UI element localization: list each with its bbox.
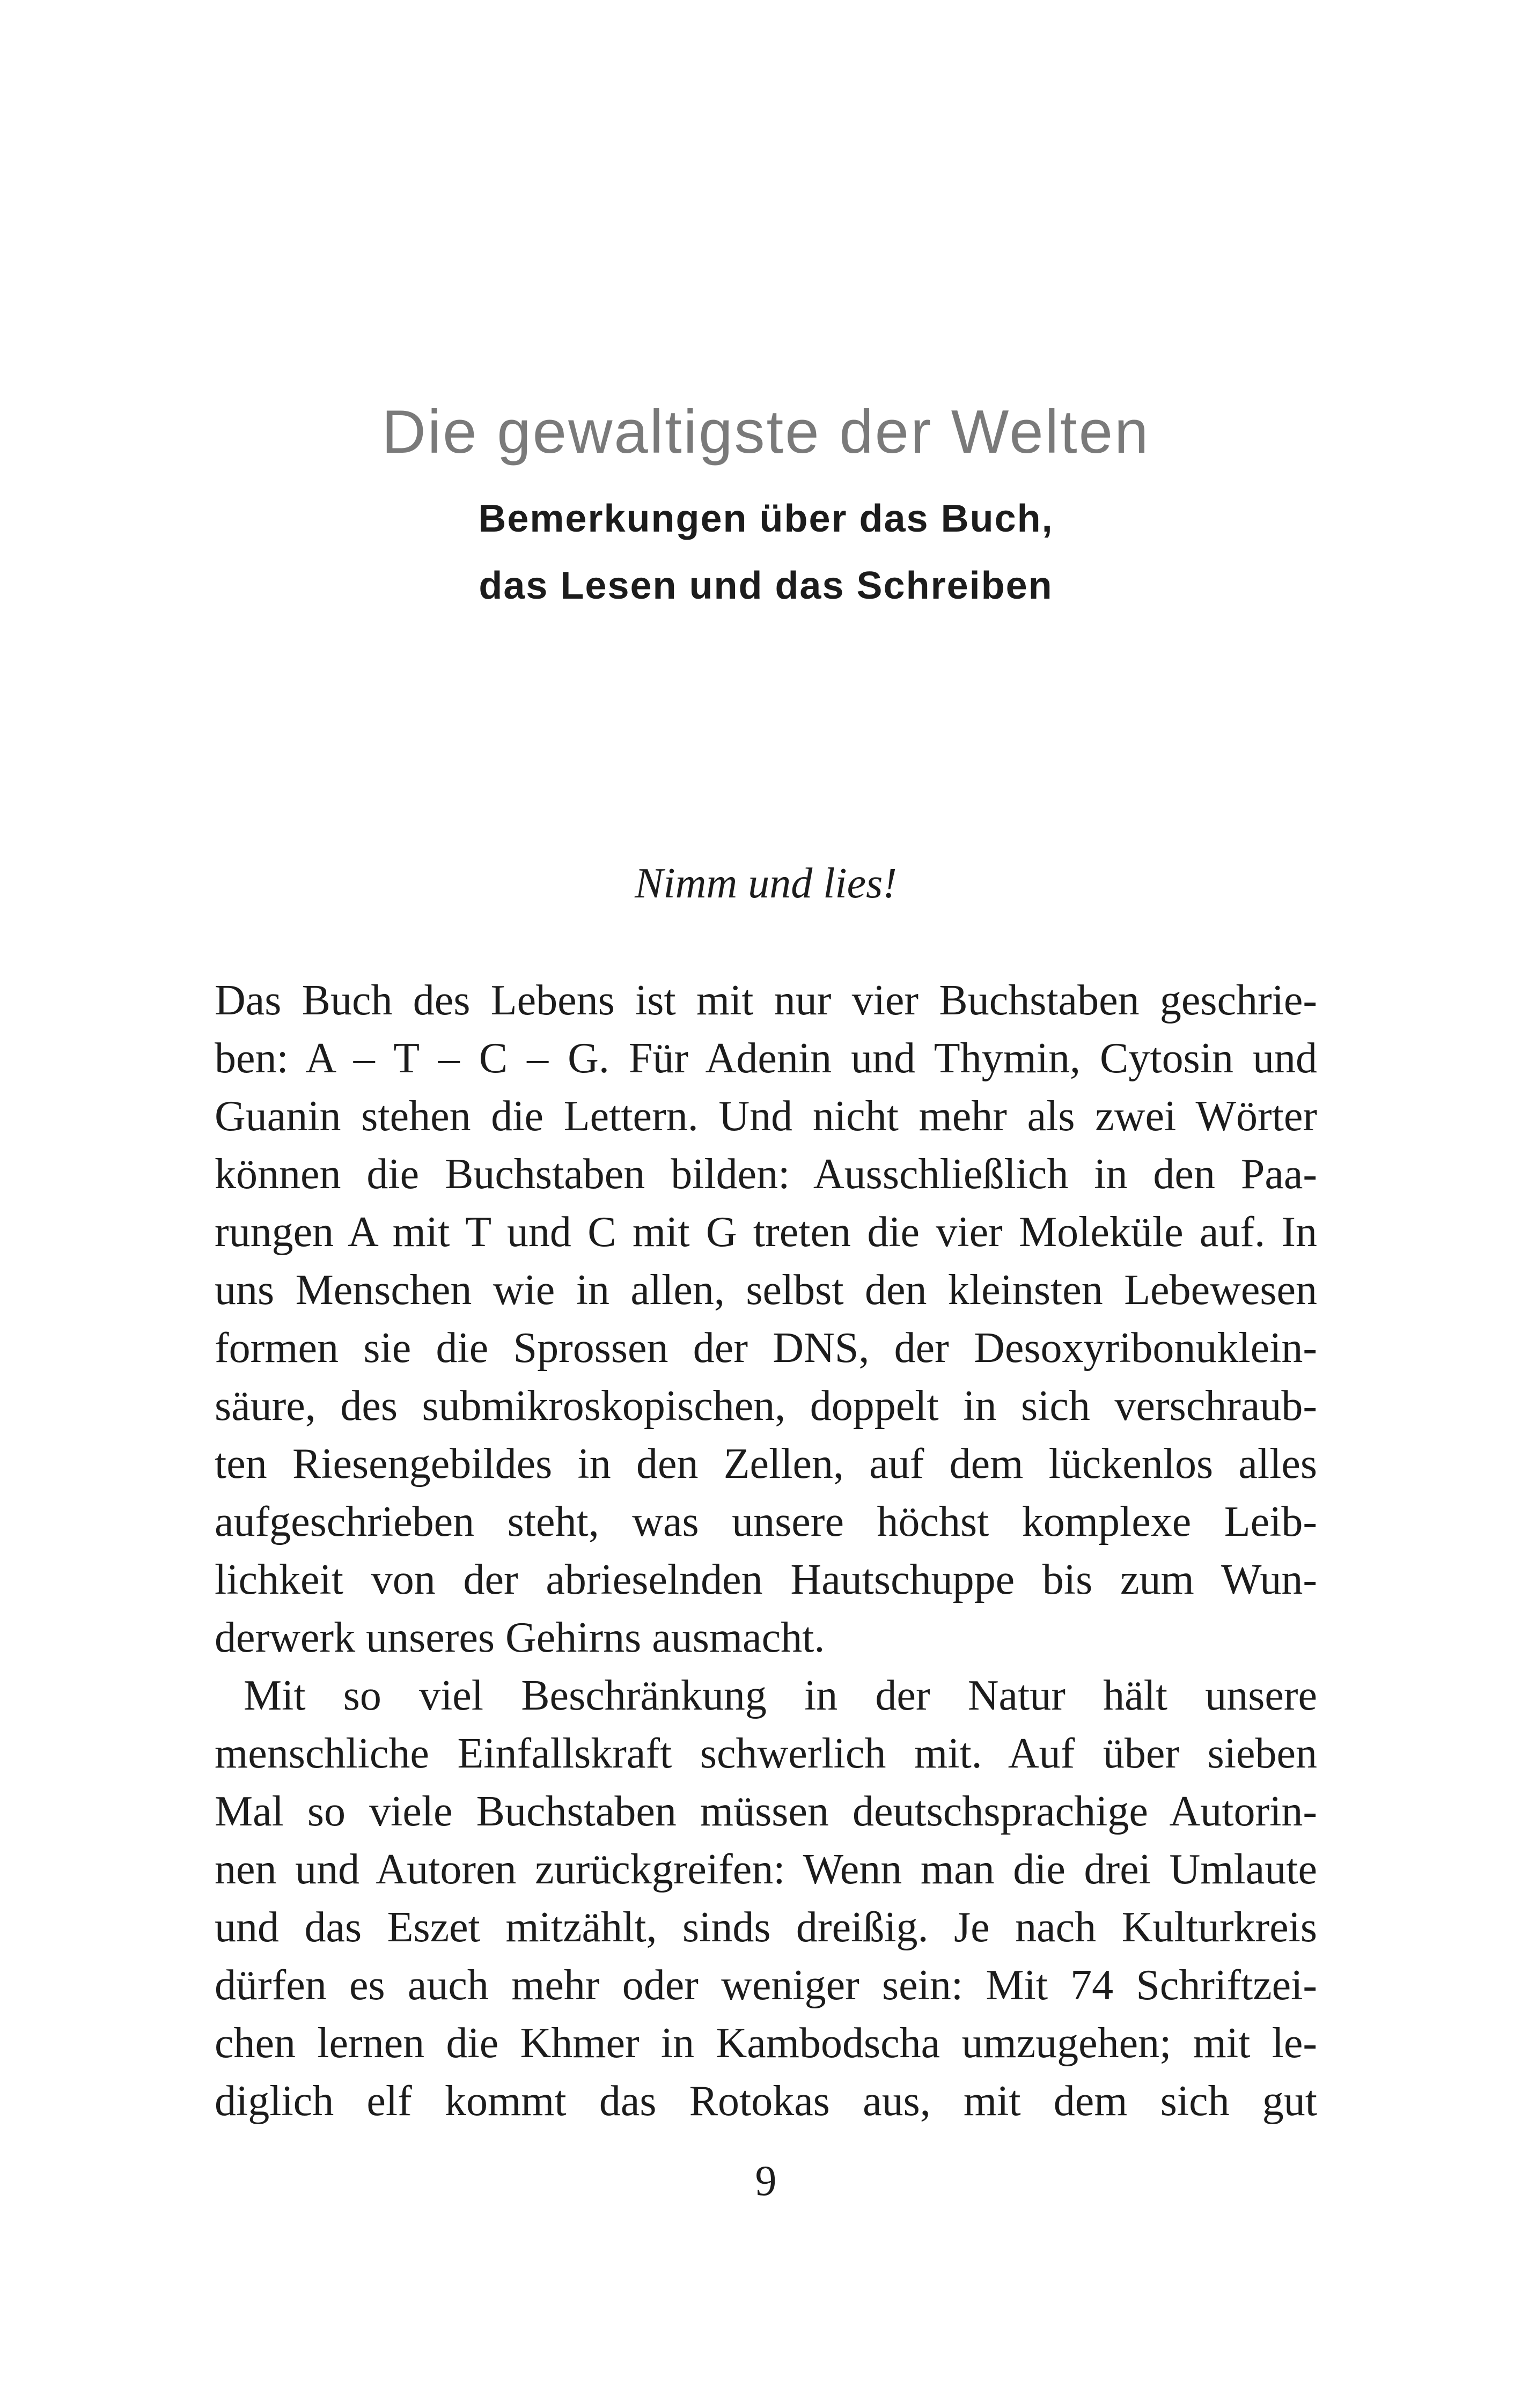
subtitle-line: Bemerkungen über das Buch,	[478, 497, 1054, 540]
body-line: Mit so viel Beschränkung in der Natur hält unsere	[244, 1672, 1317, 1719]
body-line: nen und Autoren zurückgreifen: Wenn man die drei Umlaute	[215, 1846, 1317, 1893]
paragraph	[215, 971, 1317, 1667]
body-line: ten Riesengebildes in den Zellen, auf dem lückenlos alles	[215, 1440, 1317, 1487]
body-line: chen lernen die Khmer in Kambodscha umzugehen; mit le-	[215, 2020, 1317, 2067]
page-number: 9	[755, 2157, 777, 2205]
body-line: können die Buchstaben bilden: Ausschließlich in den Paa-	[215, 1151, 1317, 1198]
section-heading: Nimm und lies!	[635, 860, 897, 907]
body-line: derwerk unseres Gehirns ausmacht.	[215, 1614, 825, 1661]
body-line: menschliche Einfallskraft schwerlich mit. Auf über sieben	[215, 1730, 1317, 1777]
body-text	[215, 971, 1317, 2130]
body-line: aufgeschrieben steht, was unsere höchst komplexe Leib-	[215, 1498, 1317, 1545]
paragraph	[215, 1667, 1317, 2130]
body-line: Das Buch des Lebens ist mit nur vier Buchstaben geschrie-	[215, 977, 1317, 1024]
body-line: ben: A – T – C – G. Für Adenin und Thymin, Cytosin und	[215, 1035, 1317, 1082]
body-line: Guanin stehen die Lettern. Und nicht mehr als zwei Wörter	[215, 1093, 1317, 1140]
body-line: diglich elf kommt das Rotokas aus, mit dem sich gut	[215, 2078, 1317, 2125]
body-line: uns Menschen wie in allen, selbst den kleinsten Lebewesen	[215, 1266, 1317, 1314]
body-line: lichkeit von der abrieselnden Hautschuppe bis zum Wun-	[215, 1556, 1317, 1603]
body-line: dürfen es auch mehr oder weniger sein: Mit 74 Schriftzei-	[215, 1962, 1317, 2009]
subtitle-line: das Lesen und das Schreiben	[479, 564, 1053, 607]
body-line: formen sie die Sprossen der DNS, der Desoxyribonuklein-	[215, 1324, 1317, 1372]
chapter-subtitle	[215, 485, 1317, 620]
body-line: Mal so viele Buchstaben müssen deutschsprachige Autorin-	[215, 1788, 1317, 1835]
body-line: und das Eszet mitzählt, sinds dreißig. Je nach Kulturkreis	[215, 1904, 1317, 1951]
body-line: säure, des submikroskopischen, doppelt in sich verschraub-	[215, 1382, 1317, 1430]
chapter-title: Die gewaltigste der Welten	[381, 398, 1150, 466]
body-line: rungen A mit T und C mit G treten die vier Moleküle auf. In	[215, 1209, 1317, 1256]
